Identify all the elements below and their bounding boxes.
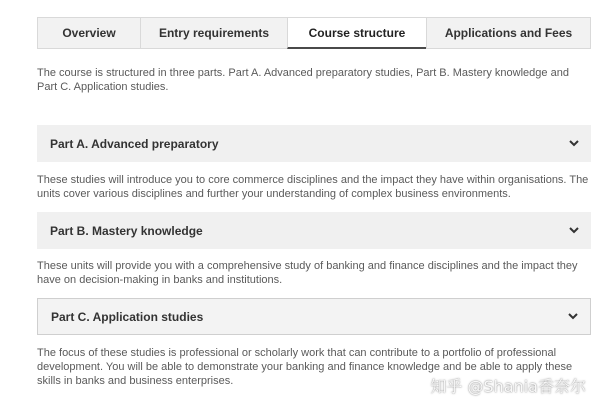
tab-course-structure[interactable]: Course structure [287, 17, 427, 49]
accordion-header-part-c[interactable] [37, 298, 591, 335]
watermark: 知乎 @Shania香奈尔 [430, 377, 586, 396]
chevron-down-icon [569, 227, 579, 234]
tab-overview[interactable]: Overview [37, 17, 141, 49]
accordion-title: Part C. Application studies [51, 309, 204, 324]
accordion-header-part-b[interactable] [37, 212, 591, 249]
accordion-body-part-c: The focus of these studies is professional or scholarly work that can contribute to a portfolio of professional development. You will be able to demonstrate your banking and finance knowledge and be able to apply these skills in banks and business enterprises. [37, 347, 573, 387]
accordion-body-part-b: These units will provide you with a comprehensive study of banking and finance disciplines and the impact they have on decision-making in banks and institutions. [37, 260, 578, 286]
tab-entry-requirements[interactable]: Entry requirements [140, 17, 288, 49]
intro-text: The course is structured in three parts. Part A. Advanced preparatory studies, Part B. Mastery knowledge and Part C. Application studies. [37, 67, 569, 93]
chevron-down-icon [569, 140, 579, 147]
accordion-title: Part A. Advanced preparatory [50, 136, 219, 151]
accordion-body-part-a: These studies will introduce you to core commerce disciplines and the impact they have within organisations. The units cover various disciplines and further your understanding of complex business environments. [37, 174, 589, 200]
tab-applications-and-fees[interactable]: Applications and Fees [426, 17, 591, 49]
accordion-title: Part B. Mastery knowledge [50, 223, 203, 238]
accordion-header-part-a[interactable] [37, 125, 591, 162]
tab-bar [37, 17, 591, 49]
chevron-down-icon [568, 313, 578, 320]
